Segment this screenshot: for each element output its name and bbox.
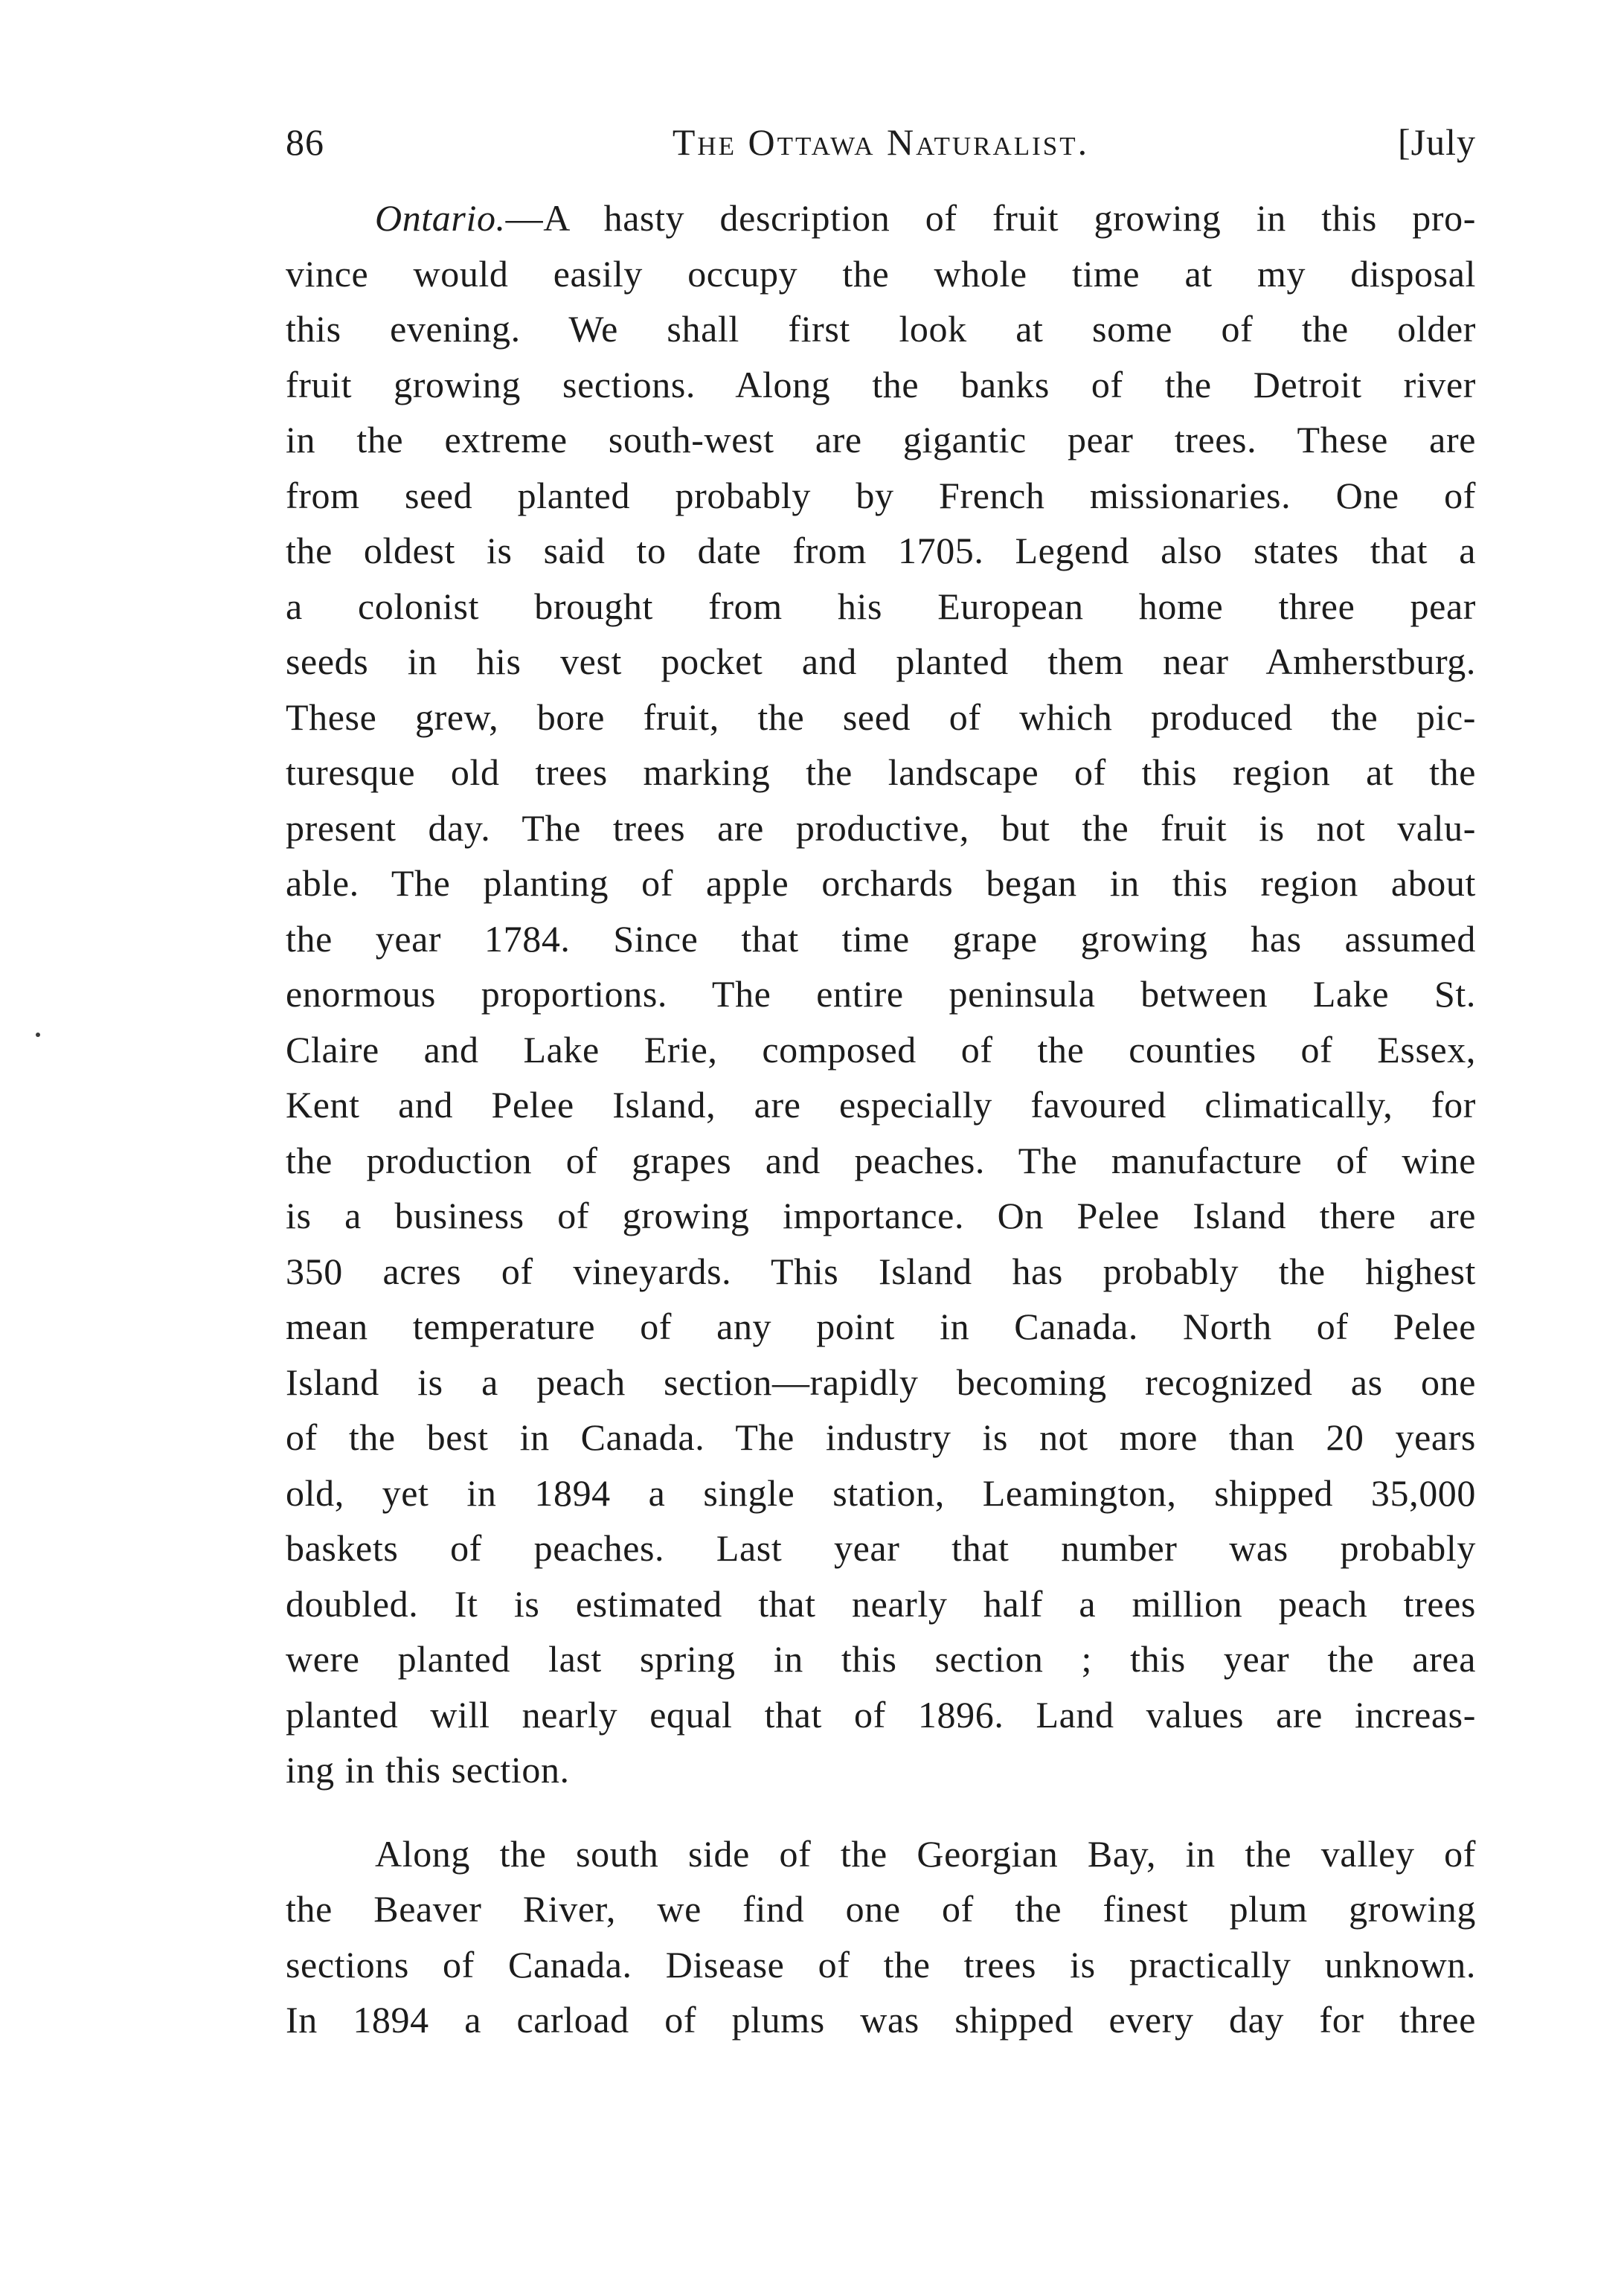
- text-line: Kent and Pelee Island, are especially favoured climatically, for: [286, 1084, 1476, 1126]
- text-line: 350 acres of vineyards. This Island has probably the highest: [286, 1250, 1476, 1292]
- article-body: [286, 190, 1476, 2048]
- running-title: The Ottawa Naturalist.: [672, 121, 1090, 163]
- text-line: from seed planted probably by French missionaries. One of: [286, 474, 1476, 516]
- text-line-content: —A hasty description of fruit growing in this pro-: [505, 197, 1476, 239]
- text-line: Island is a peach section—rapidly becoming recognized as one: [286, 1361, 1476, 1403]
- text-line: able. The planting of apple orchards began in this region about: [286, 862, 1476, 904]
- text-line: the oldest is said to date from 1705. Legend also states that a: [286, 530, 1476, 571]
- text-line: is a business of growing importance. On Pelee Island there are: [286, 1195, 1476, 1236]
- text-line: old, yet in 1894 a single station, Leamington, shipped 35,000: [286, 1471, 1476, 1514]
- text-line: ing in this section.: [286, 1749, 570, 1791]
- text-line: mean temperature of any point in Canada. North of Pelee: [286, 1306, 1476, 1347]
- text-line: doubled. It is estimated that nearly half a million peach trees: [286, 1582, 1476, 1625]
- text-line: vince would easily occupy the whole time at my disposal: [286, 252, 1476, 295]
- text-line: sections of Canada. Disease of the trees is practically unknown.: [286, 1943, 1476, 1985]
- text-line: in the extreme south-west are gigantic pear trees. These are: [286, 419, 1476, 460]
- text-line: present day. The trees are productive, but the fruit is not valu-: [286, 806, 1476, 849]
- text-line: Claire and Lake Erie, composed of the counties of Essex,: [286, 1028, 1476, 1070]
- text-line: a colonist brought from his European home three pear: [286, 585, 1476, 627]
- page-header: [286, 116, 1476, 168]
- paragraph-georgian-bay: [286, 1826, 1476, 2048]
- text-line: [286, 190, 1476, 246]
- paragraph-gap: [286, 1798, 1476, 1826]
- paragraph-ontario: [286, 190, 1476, 1798]
- text-line: were planted last spring in this section ; this year the area: [286, 1638, 1476, 1680]
- text-line: enormous proportions. The entire peninsula between Lake St.: [286, 973, 1476, 1015]
- text-line: seeds in his vest pocket and planted them near Amherstburg.: [286, 641, 1476, 682]
- section-lead: Ontario.: [375, 197, 506, 239]
- text-line: In 1894 a carload of plums was shipped every day for three: [286, 1999, 1476, 2041]
- text-line: turesque old trees marking the landscape of this region at the: [286, 751, 1476, 793]
- text-line: of the best in Canada. The industry is not more than 20 years: [286, 1416, 1476, 1458]
- text-line: this evening. We shall first look at some of the older: [286, 308, 1476, 350]
- text-line: Along the south side of the Georgian Bay, in the valley of: [375, 1832, 1476, 1875]
- text-line: the production of grapes and peaches. The manufacture of wine: [286, 1139, 1476, 1181]
- text-line: fruit growing sections. Along the banks of the Detroit river: [286, 363, 1476, 405]
- text-line: These grew, bore fruit, the seed of which produced the pic-: [286, 696, 1476, 738]
- text-line: the Beaver River, we find one of the finest plum growing: [286, 1888, 1476, 1930]
- stray-ink-mark: [36, 1033, 40, 1037]
- page-number: 86: [286, 121, 324, 163]
- issue-month: [July: [1398, 121, 1476, 163]
- text-line: the year 1784. Since that time grape growing has assumed: [286, 917, 1476, 960]
- text-line: baskets of peaches. Last year that number was probably: [286, 1527, 1476, 1569]
- text-line: planted will nearly equal that of 1896. Land values are increas-: [286, 1693, 1476, 1736]
